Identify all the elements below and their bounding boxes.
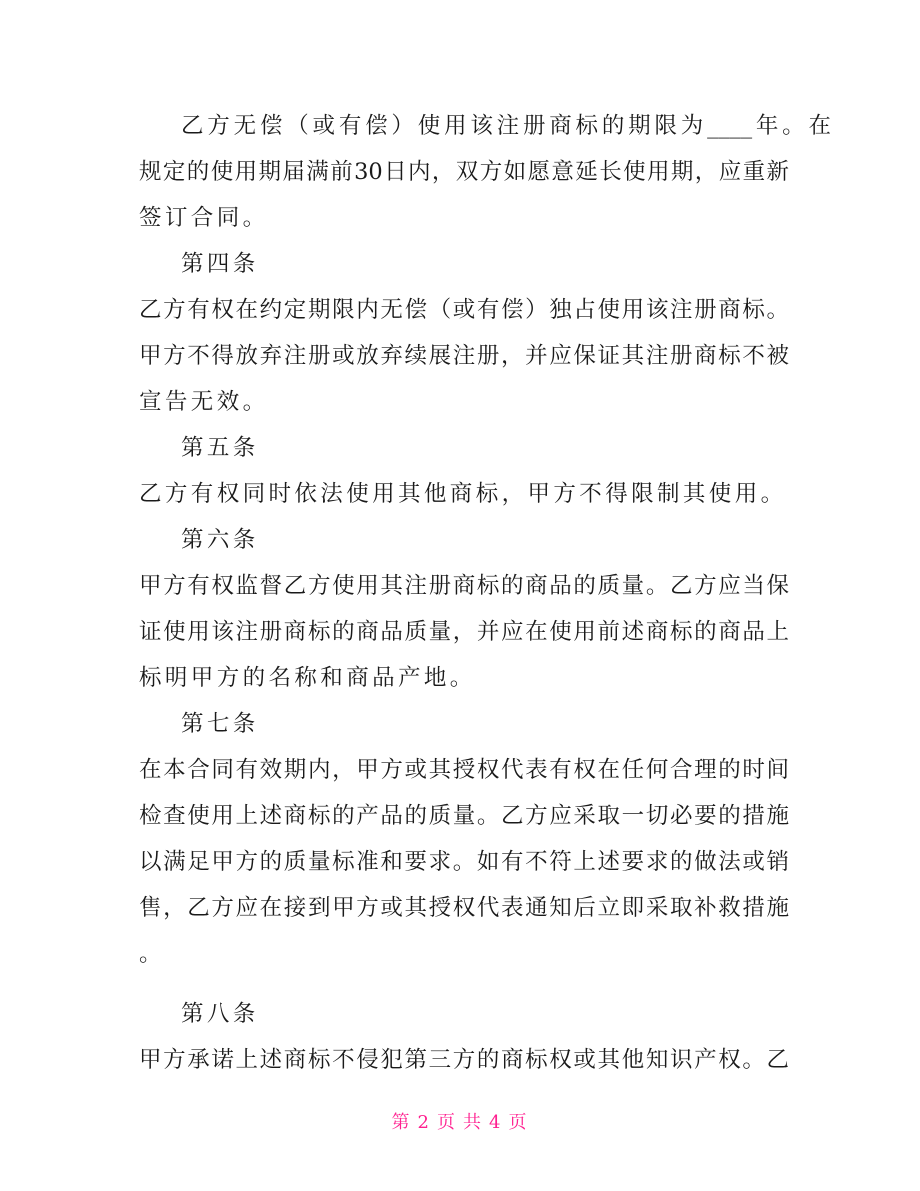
footer-word: 页 <box>508 1112 529 1133</box>
article-heading: 第五条 <box>181 435 259 461</box>
article-heading: 第四条 <box>181 251 259 277</box>
paragraph-line: 在本合同有效期内，甲方或其授权代表有权在任何合理的时间 <box>139 757 789 783</box>
paragraph-line: 。 <box>139 941 165 967</box>
article-heading: 第六条 <box>181 527 259 553</box>
paragraph-line: 签订合同。 <box>139 205 269 231</box>
footer-word: 页 <box>437 1112 457 1133</box>
paragraph-line: 检查使用上述商标的产品的质量。乙方应采取一切必要的措施 <box>139 803 789 829</box>
paragraph-line: 证使用该注册商标的商品质量，并应在使用前述商标的商品上 <box>139 619 789 645</box>
footer-word: 共 <box>463 1112 483 1133</box>
paragraph-line: 乙方有权同时依法使用其他商标，甲方不得限制其使用。 <box>139 481 787 507</box>
paragraph-line: 甲方承诺上述商标不侵犯第三方的商标权或其他知识产权。乙 <box>139 1047 789 1073</box>
paragraph-line: 标明甲方的名称和商品产地。 <box>139 665 476 691</box>
footer-page-number: 2 <box>417 1112 431 1133</box>
paragraph-line: 售，乙方应在接到甲方或其授权代表通知后立即采取补救措施 <box>139 895 789 921</box>
article-heading: 第八条 <box>181 1001 259 1027</box>
paragraph-line: 甲方不得放弃注册或放弃续展注册，并应保证其注册商标不被 <box>139 343 789 369</box>
paragraph-line: 甲方有权监督乙方使用其注册商标的商品的质量。乙方应当保 <box>139 573 789 599</box>
paragraph-line: 乙方有权在约定期限内无偿（或有偿）独占使用该注册商标。 <box>139 297 789 323</box>
paragraph-line: 乙方无偿（或有偿）使用该注册商标的期限为____年。在 <box>181 113 831 139</box>
page-footer <box>0 1108 920 1138</box>
paragraph-line: 以满足甲方的质量标准和要求。如有不符上述要求的做法或销 <box>139 849 789 875</box>
paragraph-line: 宣告无效。 <box>139 389 269 415</box>
paragraph-line: 规定的使用期届满前30日内，双方如愿意延长使用期，应重新 <box>139 159 789 185</box>
footer-word: 第 <box>391 1112 412 1133</box>
footer-total-pages: 4 <box>489 1112 503 1133</box>
article-heading: 第七条 <box>181 711 259 737</box>
